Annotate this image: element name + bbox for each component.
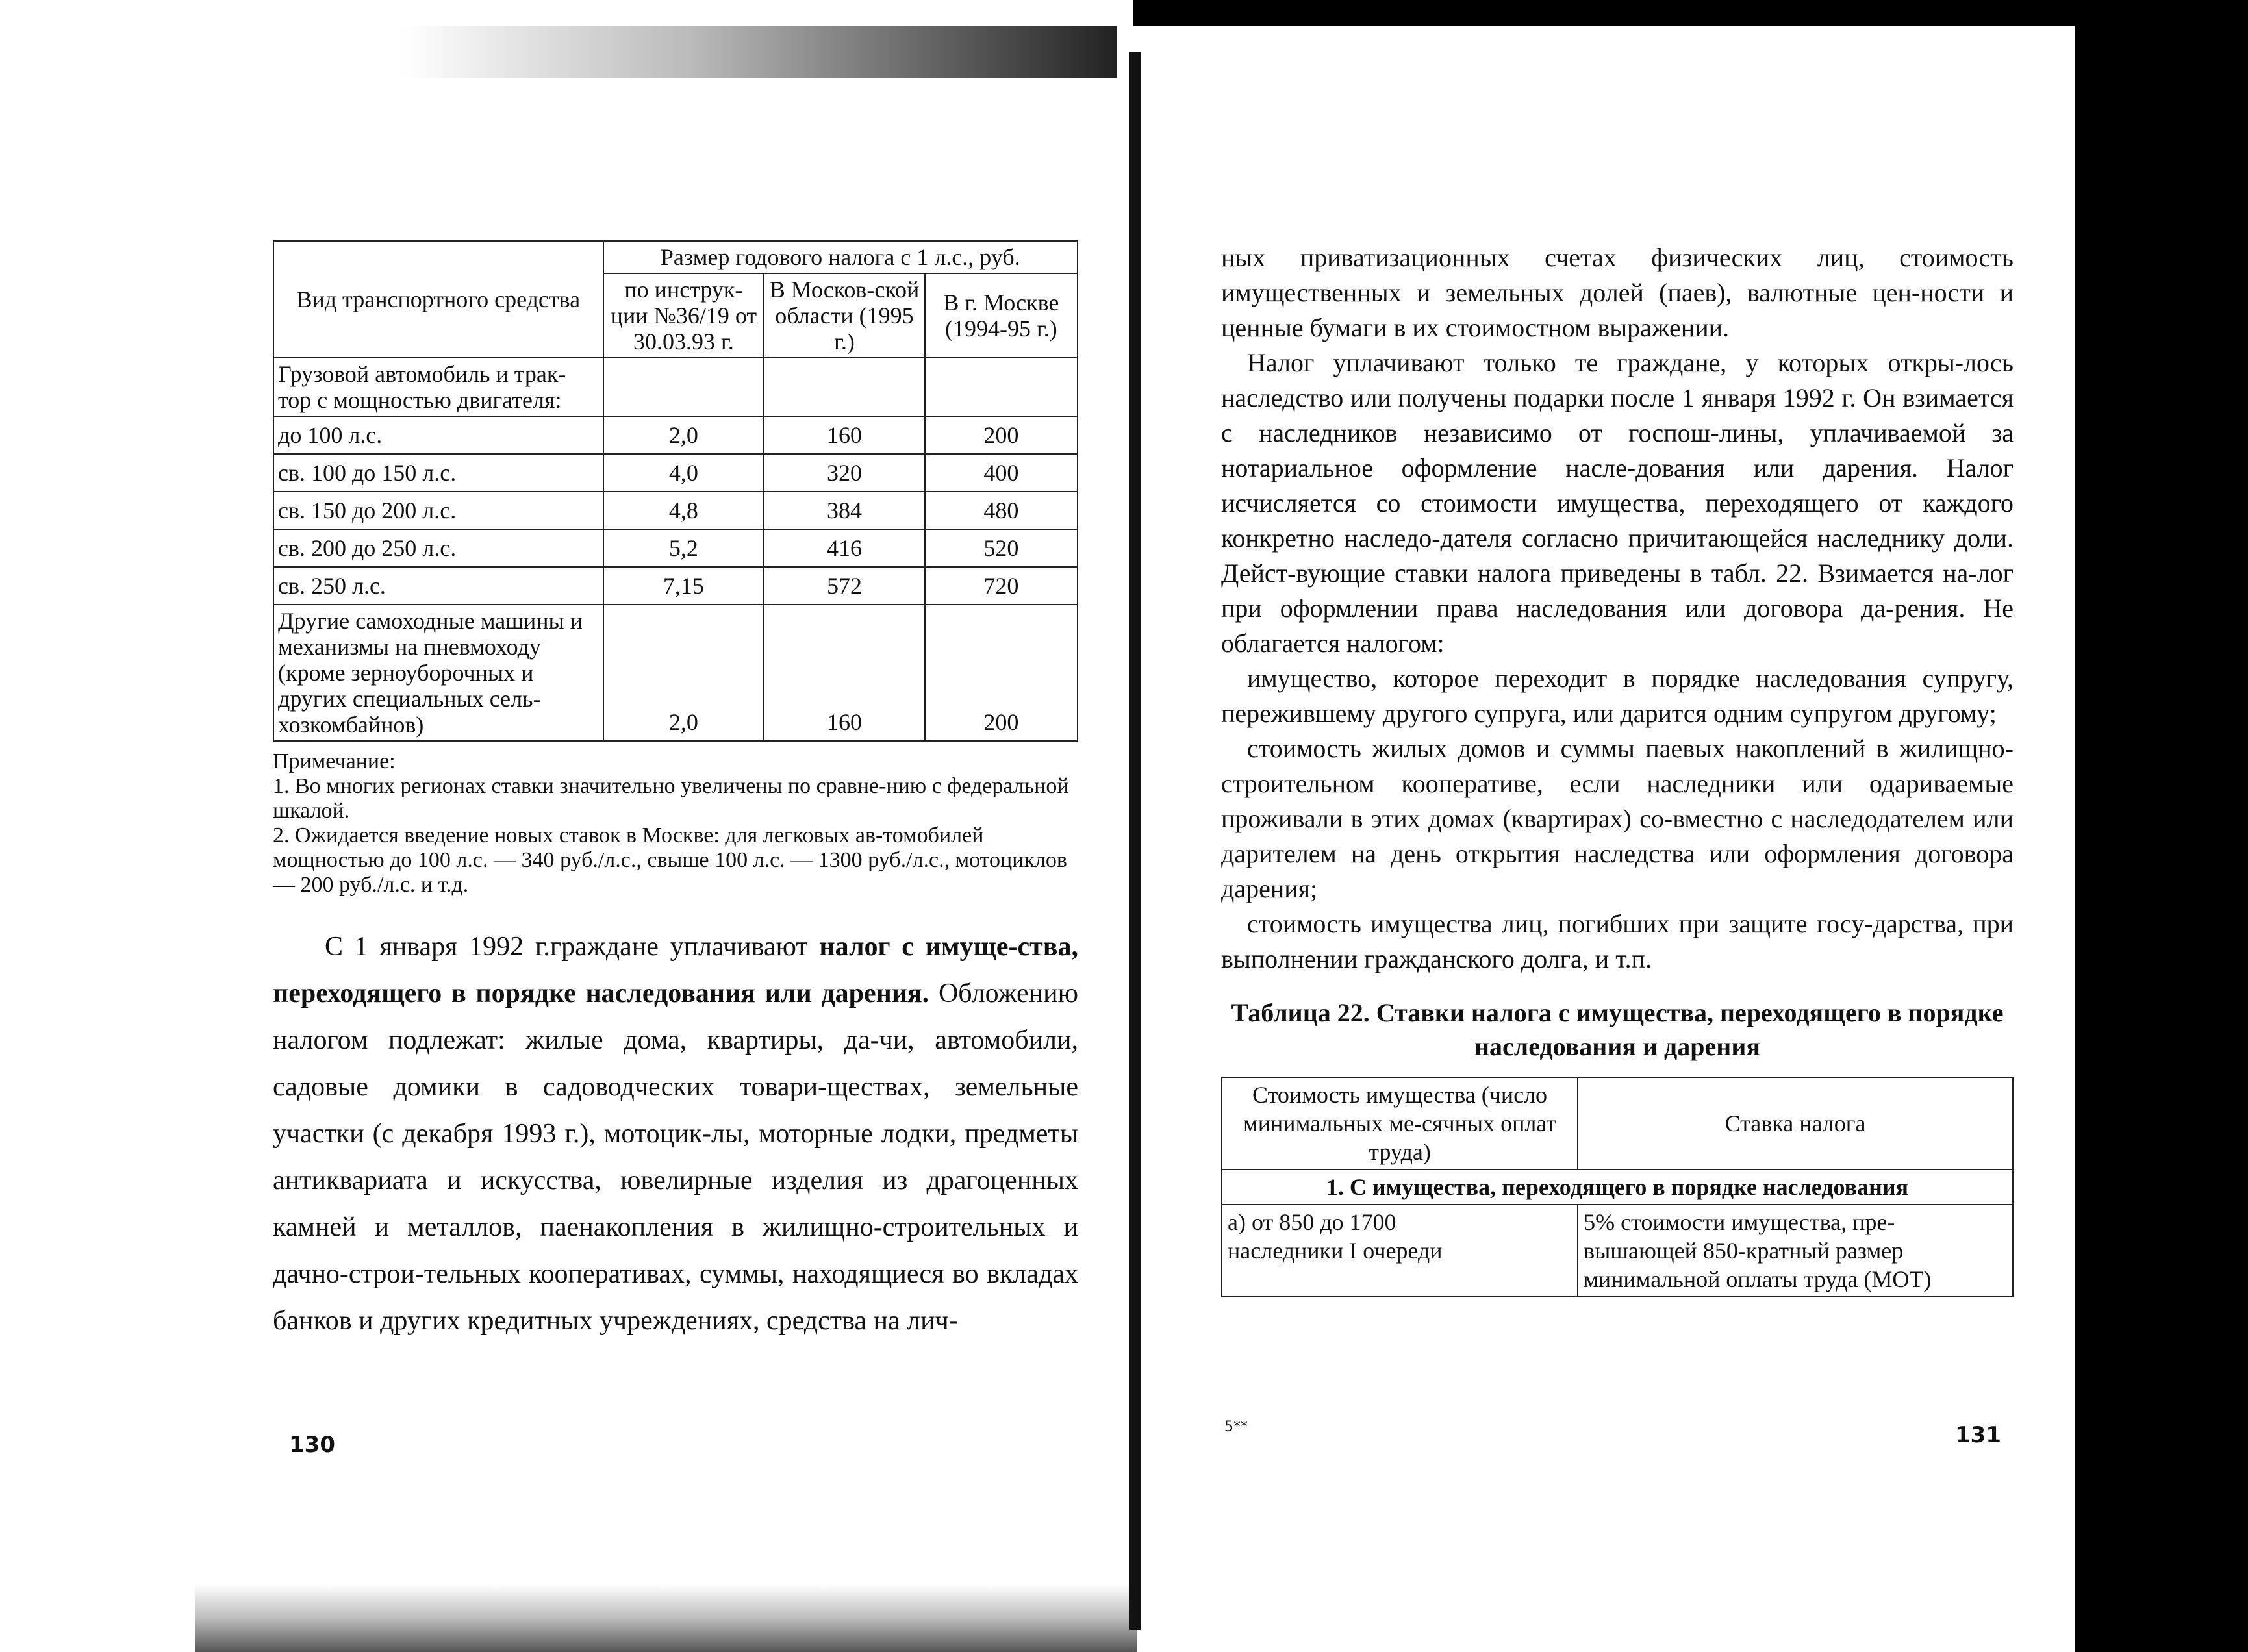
- table-note: [273, 749, 1078, 897]
- inheritance-tax-table: [1221, 1077, 2014, 1297]
- table-row: [273, 529, 1078, 567]
- row-name: св. 200 до 250 л.с.: [273, 529, 603, 567]
- signature-mark: 5**: [1224, 1419, 1248, 1435]
- row-name: до 100 л.с.: [273, 416, 603, 454]
- cell-instr: 2,0: [603, 605, 764, 741]
- col-rate-header: Ставка налога: [1578, 1077, 2013, 1170]
- section-header: 1. С имущества, переходящего в порядке наследования: [1222, 1170, 2013, 1205]
- body-rest: Обложению налогом подлежат: жилые дома, квартиры, да-чи, автомобили, садовые домики в садоводческих товари-ществах, земельные участки (с декабря 1993 г.), мотоцик-лы, моторные лодки, предметы антиквариата и искусства, ювелирные изделия из драгоценных камней и металлов, паенакопления в жилищно-строительных и дачно-строи-тельных кооперативах, суммы, находящиеся во вкладах банков и других кредитных учреждениях, средства на лич-: [273, 979, 1078, 1336]
- table-row: [273, 605, 1078, 741]
- list-item: имущество, которое переходит в порядке наследования супругу, пережившему другого супруга, или дарится одним супругом другому;: [1221, 664, 2014, 728]
- col-value-header: Стоимость имущества (число минимальных ме-сячных оплат труда): [1222, 1077, 1578, 1170]
- list-item: стоимость имущества лиц, погибших при защите госу-дарства, при выполнении гражданского долга, и т.п.: [1221, 909, 2014, 973]
- body-paragraph: [273, 923, 1078, 1344]
- table-row: [273, 416, 1078, 454]
- scan-edge-right: [2075, 0, 2248, 1652]
- page-number-left: 130: [289, 1432, 335, 1458]
- note-item: 2. Ожидается введение новых ставок в Москве: для легковых ав-томобилей мощностью до 100 л.с. — 340 руб./л.с., свыше 100 л.с. — 1300 руб./л.с., мотоциклов — 200 руб./л.с. и т.д.: [273, 823, 1067, 897]
- row-name: св. 150 до 200 л.с.: [273, 492, 603, 529]
- body-intro: С 1 января 1992 г.граждане уплачивают: [325, 932, 820, 962]
- cell-instr: 4,8: [603, 492, 764, 529]
- scan-shadow-bottom: [195, 1584, 1137, 1652]
- row-name: св. 100 до 150 л.с.: [273, 454, 603, 492]
- row-heirs: наследники I очереди: [1228, 1238, 1443, 1264]
- cell-instr: 2,0: [603, 416, 764, 454]
- page-number-right: 131: [1955, 1422, 2001, 1448]
- body-paragraph: Налог уплачивают только те граждане, у которых откры-лось наследство или получены подарки после 1 января 1992 г. Он взимается с наследников независимо от госпош-лины, уплачиваемой за нотариальное оформление насле-дования или дарения. Налог исчисляется со стоимости имущества, переходящего от каждого конкретно наследо-дателя согласно причитающейся наследнику доли. Дейст-вующие ставки налога приведены в табл. 22. Взимается на-лог при оформлении права наследования или договора да-рения. Не облагается налогом:: [1221, 348, 2014, 658]
- col-vehicle-header: Вид транспортного средства: [273, 241, 603, 358]
- table-row: [273, 358, 1078, 416]
- cell-region: 384: [764, 492, 925, 529]
- cell-moscow: 200: [925, 605, 1078, 741]
- cell-moscow: 400: [925, 454, 1078, 492]
- cell-region: 572: [764, 567, 925, 605]
- cell-region: 416: [764, 529, 925, 567]
- col-moscow-region-header: В Москов-ской области (1995 г.): [764, 273, 925, 358]
- cell-region: 160: [764, 605, 925, 741]
- tax-group-header: Размер годового налога с 1 л.с., руб.: [603, 241, 1078, 273]
- cell-instr: 7,15: [603, 567, 764, 605]
- group-label: Грузовой автомобиль и трак-тор с мощностью двигателя:: [273, 358, 603, 416]
- body-paragraph: ных приватизационных счетах физических лиц, стоимость имущественных и земельных долей (паев), валютные цен-ности и ценные бумаги в их стоимостном выражении.: [1221, 243, 2014, 342]
- col-moscow-header: В г. Москве (1994-95 г.): [925, 273, 1078, 358]
- row-name: Другие самоходные машины и механизмы на пневмоходу (кроме зерноуборочных и других специальных сель-хозкомбайнов): [273, 605, 603, 741]
- table-caption: Таблица 22. Ставки налога с имущества, переходящего в порядке наследования и дарения: [1231, 998, 2004, 1061]
- note-title: Примечание:: [273, 749, 396, 773]
- cell-instr: 5,2: [603, 529, 764, 567]
- row-label: [1222, 1205, 1578, 1297]
- col-instruction-header: по инструк-ции №36/19 от 30.03.93 г.: [603, 273, 764, 358]
- vehicle-tax-table: [273, 240, 1078, 742]
- list-item: стоимость жилых домов и суммы паевых накоплений в жилищно-строительном кооперативе, если наследники или одариваемые проживали в этих домах (квартирах) со-вместно с наследодателем или дарителем на день открытия наследства или оформления договора дарения;: [1221, 734, 2014, 903]
- cell-moscow: 720: [925, 567, 1078, 605]
- cell-instr: 4,0: [603, 454, 764, 492]
- body-bold-term: налог с имуще-ства, переходящего в порядке наследования или дарения.: [273, 932, 1078, 1008]
- right-page: [1221, 240, 2014, 1474]
- table-row: [273, 492, 1078, 529]
- cell-moscow: 480: [925, 492, 1078, 529]
- cell-region: 160: [764, 416, 925, 454]
- table-row: [273, 567, 1078, 605]
- left-page: [273, 240, 1078, 1474]
- cell-moscow: 200: [925, 416, 1078, 454]
- cell-moscow: 520: [925, 529, 1078, 567]
- note-item: 1. Во многих регионах ставки значительно увеличены по сравне-нию с федеральной шкалой.: [273, 774, 1069, 823]
- row-range: а) от 850 до 1700: [1228, 1209, 1396, 1235]
- cell-region: 320: [764, 454, 925, 492]
- table-row: [1222, 1205, 2013, 1297]
- table-row: [273, 454, 1078, 492]
- scan-shadow-top: [403, 26, 1117, 78]
- row-rate: 5% стоимости имущества, пре-вышающей 850-кратный размер минимальной оплаты труда (МОТ): [1578, 1205, 2013, 1297]
- book-gutter: [1129, 52, 1141, 1630]
- row-name: св. 250 л.с.: [273, 567, 603, 605]
